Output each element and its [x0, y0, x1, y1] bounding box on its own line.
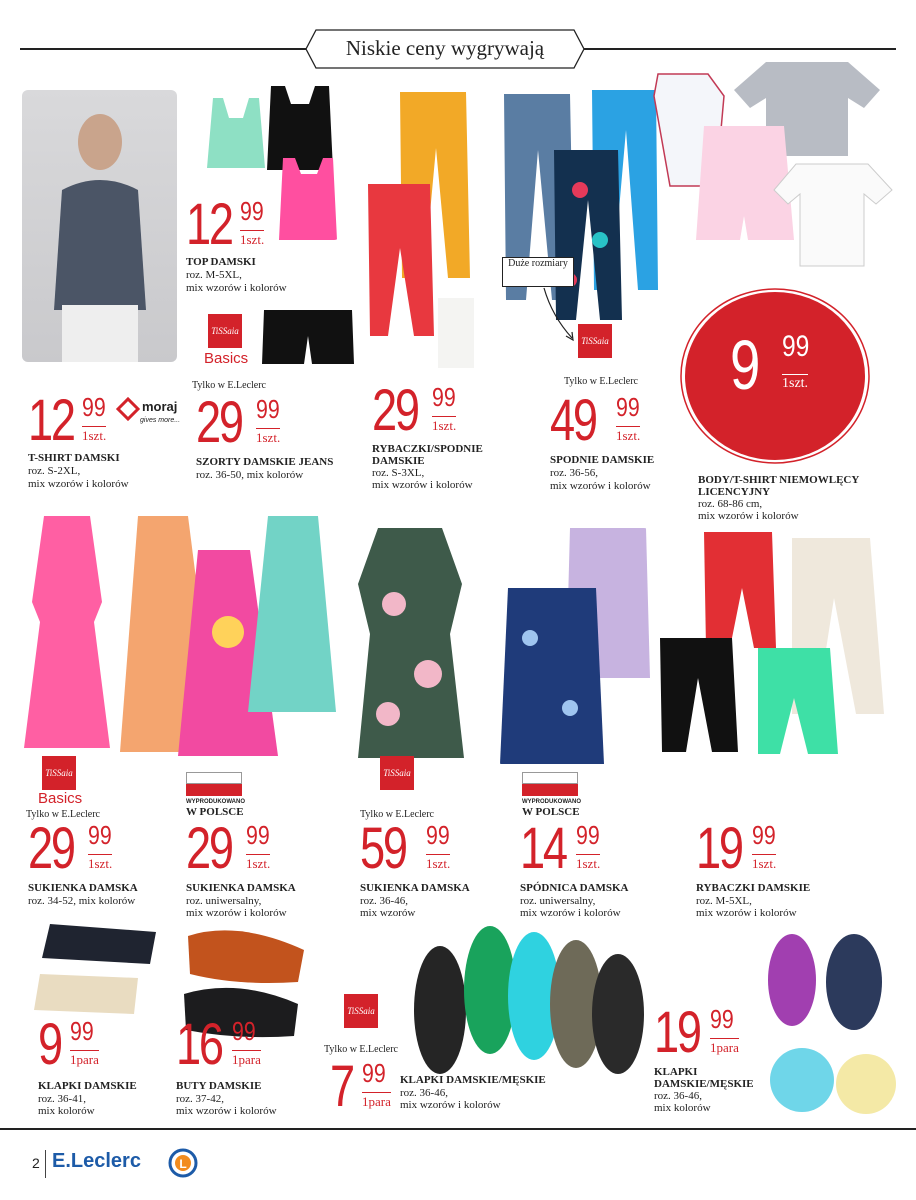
- footer-rule: [0, 1128, 916, 1130]
- flipflops-title: KLAPKI DAMSKIE/MĘSKIE: [400, 1074, 546, 1086]
- trousers-photo: [366, 88, 474, 378]
- pants-price-cents: 99: [616, 392, 640, 422]
- capri2-price-unit: 1szt.: [752, 856, 777, 871]
- tissaia-logo-basics-shorts: TiSSaia: [208, 314, 242, 348]
- skirt-price-unit: 1szt.: [576, 856, 601, 871]
- exclusive-label-flipflops: Tylko w E.Leclerc: [324, 1044, 398, 1055]
- body-desc-1: roz. 68-86 cm,: [698, 498, 763, 510]
- top-title: TOP DAMSKI: [186, 256, 256, 268]
- tshirt-price-cents: 99: [82, 392, 106, 422]
- body-price-unit: 1szt.: [782, 376, 809, 391]
- dress1-price-cents: 99: [88, 820, 112, 850]
- capri1-price-unit: 1szt.: [432, 418, 457, 433]
- made-in-label-skirt: WYPRODUKOWANO: [522, 799, 581, 805]
- shorts-photo: [260, 306, 356, 368]
- baby-clothes-photo: [648, 56, 893, 274]
- clogs-desc-1: roz. 36-46,: [654, 1090, 702, 1102]
- header-banner: [304, 24, 586, 74]
- pants-desc-2: mix wzorów i kolorów: [550, 480, 651, 492]
- capri2-desc-1: roz. M-5XL,: [696, 895, 752, 907]
- price-circle: [680, 286, 870, 466]
- body-title-1: BODY/T-SHIRT NIEMOWLĘCY: [698, 474, 860, 486]
- top-desc-2: mix wzorów i kolorów: [186, 282, 287, 294]
- shorts-desc-1: roz. 36-50, mix kolorów: [196, 469, 304, 481]
- moraj-tagline: gives more...: [140, 417, 181, 424]
- clogs-title-2: DAMSKIE/MĘSKIE: [654, 1078, 754, 1090]
- capri1-price-cents: 99: [432, 382, 456, 412]
- poland-label-dress2: W POLSCE: [186, 806, 244, 818]
- flipflops-price-unit: 1para: [362, 1094, 391, 1109]
- shorts-price-unit: 1szt.: [256, 430, 281, 445]
- flipflops-price-cents: 99: [362, 1058, 386, 1088]
- flipflops-price-whole: 7: [330, 1054, 353, 1119]
- dress-pink-photo: [22, 512, 112, 752]
- capri2-title: RYBACZKI DAMSKIE: [696, 882, 811, 894]
- capri1-desc-2: mix wzorów i kolorów: [372, 479, 473, 491]
- skirts-photo: [500, 528, 650, 768]
- skirt-price-whole: 14: [520, 816, 566, 881]
- dress1-price-unit: 1szt.: [88, 856, 113, 871]
- exclusive-label-dress3: Tylko w E.Leclerc: [360, 809, 434, 820]
- shoes-price-cents: 99: [232, 1016, 256, 1046]
- flipflops-desc-1: roz. 36-46,: [400, 1087, 448, 1099]
- leclerc-logo-text: E.Leclerc: [52, 1150, 141, 1172]
- shorts-price-cents: 99: [256, 394, 280, 424]
- clogs-desc-2: mix kolorów: [654, 1102, 711, 1114]
- slippers-price-cents: 99: [70, 1016, 94, 1046]
- shorts-price-whole: 29: [196, 390, 242, 455]
- skirt-desc-2: mix wzorów i kolorów: [520, 907, 621, 919]
- dress2-desc-1: roz. uniwersalny,: [186, 895, 262, 907]
- dress2-title: SUKIENKA DAMSKA: [186, 882, 296, 894]
- dress-floral-photo: [354, 524, 466, 762]
- dress3-price-whole: 59: [360, 816, 406, 881]
- poland-label-skirt: W POLSCE: [522, 806, 580, 818]
- slippers-desc-2: mix kolorów: [38, 1105, 95, 1117]
- dress3-title: SUKIENKA DAMSKA: [360, 882, 470, 894]
- capri2-price-cents: 99: [752, 820, 776, 850]
- dress1-desc-1: roz. 34-52, mix kolorów: [28, 895, 136, 907]
- exclusive-label-shorts: Tylko w E.Leclerc: [192, 380, 266, 391]
- capri1-title-2: DAMSKIE: [372, 455, 425, 467]
- top-price-cents: 99: [240, 196, 264, 226]
- body-desc-2: mix wzorów i kolorów: [698, 510, 799, 522]
- slippers-photo: [20, 918, 158, 1020]
- leclerc-logo-letter: L: [179, 1157, 187, 1171]
- tshirt-desc-1: roz. S-2XL,: [28, 465, 81, 477]
- skirt-price-cents: 99: [576, 820, 600, 850]
- moraj-icon: [116, 397, 140, 421]
- slippers-price-unit: 1para: [70, 1052, 99, 1067]
- page-title: Niskie ceny wygrywają: [345, 36, 545, 60]
- tissaia-logo-dress1: TiSSaia: [42, 756, 76, 790]
- poland-flag-dress2: [186, 772, 242, 798]
- tshirt-desc-2: mix wzorów i kolorów: [28, 478, 129, 490]
- shoes-desc-1: roz. 37-42,: [176, 1093, 224, 1105]
- tshirt-price-unit: 1szt.: [82, 428, 107, 443]
- skirt-title: SPÓDNICA DAMSKA: [520, 882, 629, 894]
- pants-desc-1: roz. 36-56,: [550, 467, 598, 479]
- capri1-desc-1: roz. S-3XL,: [372, 467, 425, 479]
- header-rule-right: [580, 48, 896, 50]
- clogs-price-cents: 99: [710, 1004, 734, 1034]
- body-price-cents: 99: [782, 330, 810, 363]
- clogs-price-whole: 19: [654, 1000, 700, 1065]
- shoes-title: BUTY DAMSKIE: [176, 1080, 262, 1092]
- dress2-price-whole: 29: [186, 816, 232, 881]
- dress3-price-unit: 1szt.: [426, 856, 451, 871]
- shoes-desc-2: mix wzorów i kolorów: [176, 1105, 277, 1117]
- slippers-title: KLAPKI DAMSKIE: [38, 1080, 137, 1092]
- capri-pants-photo: [658, 528, 898, 756]
- dress2-price-unit: 1szt.: [246, 856, 271, 871]
- made-in-label-dress2: WYPRODUKOWANO: [186, 799, 245, 805]
- clogs-title-1: KLAPKI: [654, 1066, 698, 1078]
- dress2-price-cents: 99: [246, 820, 270, 850]
- clogs-price-unit: 1para: [710, 1040, 739, 1055]
- tshirt-price-whole: 12: [28, 388, 74, 453]
- body-price-whole: 9: [730, 326, 759, 404]
- slippers-desc-1: roz. 36-41,: [38, 1093, 86, 1105]
- page-number: 2: [32, 1155, 40, 1171]
- exclusive-label-dress1: Tylko w E.Leclerc: [26, 809, 100, 820]
- poland-flag-skirt: [522, 772, 578, 798]
- tissaia-logo-pants: TiSSaia: [578, 324, 612, 358]
- skirt-desc-1: roz. uniwersalny,: [520, 895, 596, 907]
- dress3-price-cents: 99: [426, 820, 450, 850]
- header-rule-left: [20, 48, 310, 50]
- shoes-price-whole: 16: [176, 1012, 222, 1077]
- moraj-logo: [116, 397, 186, 437]
- pants-title: SPODNIE DAMSKIE: [550, 454, 655, 466]
- large-sizes-label: Duże rozmiary: [502, 257, 574, 287]
- capri1-title-1: RYBACZKI/SPODNIE: [372, 443, 483, 455]
- flip-flops-photo: [400, 918, 650, 1080]
- tissaia-logo-dress3: TiSSaia: [380, 756, 414, 790]
- top-price-unit: 1szt.: [240, 232, 265, 247]
- dress1-title: SUKIENKA DAMSKA: [28, 882, 138, 894]
- tissaia-logo-flipflops: TiSSaia: [344, 994, 378, 1028]
- dress3-desc-1: roz. 36-46,: [360, 895, 408, 907]
- dresses-printed-photo: [118, 512, 338, 757]
- basics-label-shorts: Basics: [204, 350, 249, 367]
- footer-separator: [45, 1150, 46, 1178]
- capri1-price-whole: 29: [372, 378, 418, 443]
- pants-price-whole: 49: [550, 388, 596, 453]
- moraj-name: moraj: [142, 399, 178, 414]
- tshirt-model-photo: [22, 90, 177, 362]
- top-desc-1: roz. M-5XL,: [186, 269, 242, 281]
- dress1-price-whole: 29: [28, 816, 74, 881]
- dress2-desc-2: mix wzorów i kolorów: [186, 907, 287, 919]
- shorts-title: SZORTY DAMSKIE JEANS: [196, 456, 334, 468]
- tshirt-title: T-SHIRT DAMSKI: [28, 452, 120, 464]
- clogs-photo: [762, 930, 898, 1118]
- capri2-price-whole: 19: [696, 816, 742, 881]
- exclusive-label-pants: Tylko w E.Leclerc: [564, 376, 638, 387]
- basics-label-dress1: Basics: [38, 790, 83, 807]
- top-price-whole: 12: [186, 192, 232, 257]
- body-title-2: LICENCYJNY: [698, 486, 771, 498]
- dress3-desc-2: mix wzorów: [360, 907, 416, 919]
- slippers-price-whole: 9: [38, 1012, 61, 1077]
- callout-arrow: [540, 286, 580, 346]
- flipflops-desc-2: mix wzorów i kolorów: [400, 1099, 501, 1111]
- leclerc-logo-icon: [168, 1148, 198, 1178]
- shoes-price-unit: 1para: [232, 1052, 261, 1067]
- pants-price-unit: 1szt.: [616, 428, 641, 443]
- capri2-desc-2: mix wzorów i kolorów: [696, 907, 797, 919]
